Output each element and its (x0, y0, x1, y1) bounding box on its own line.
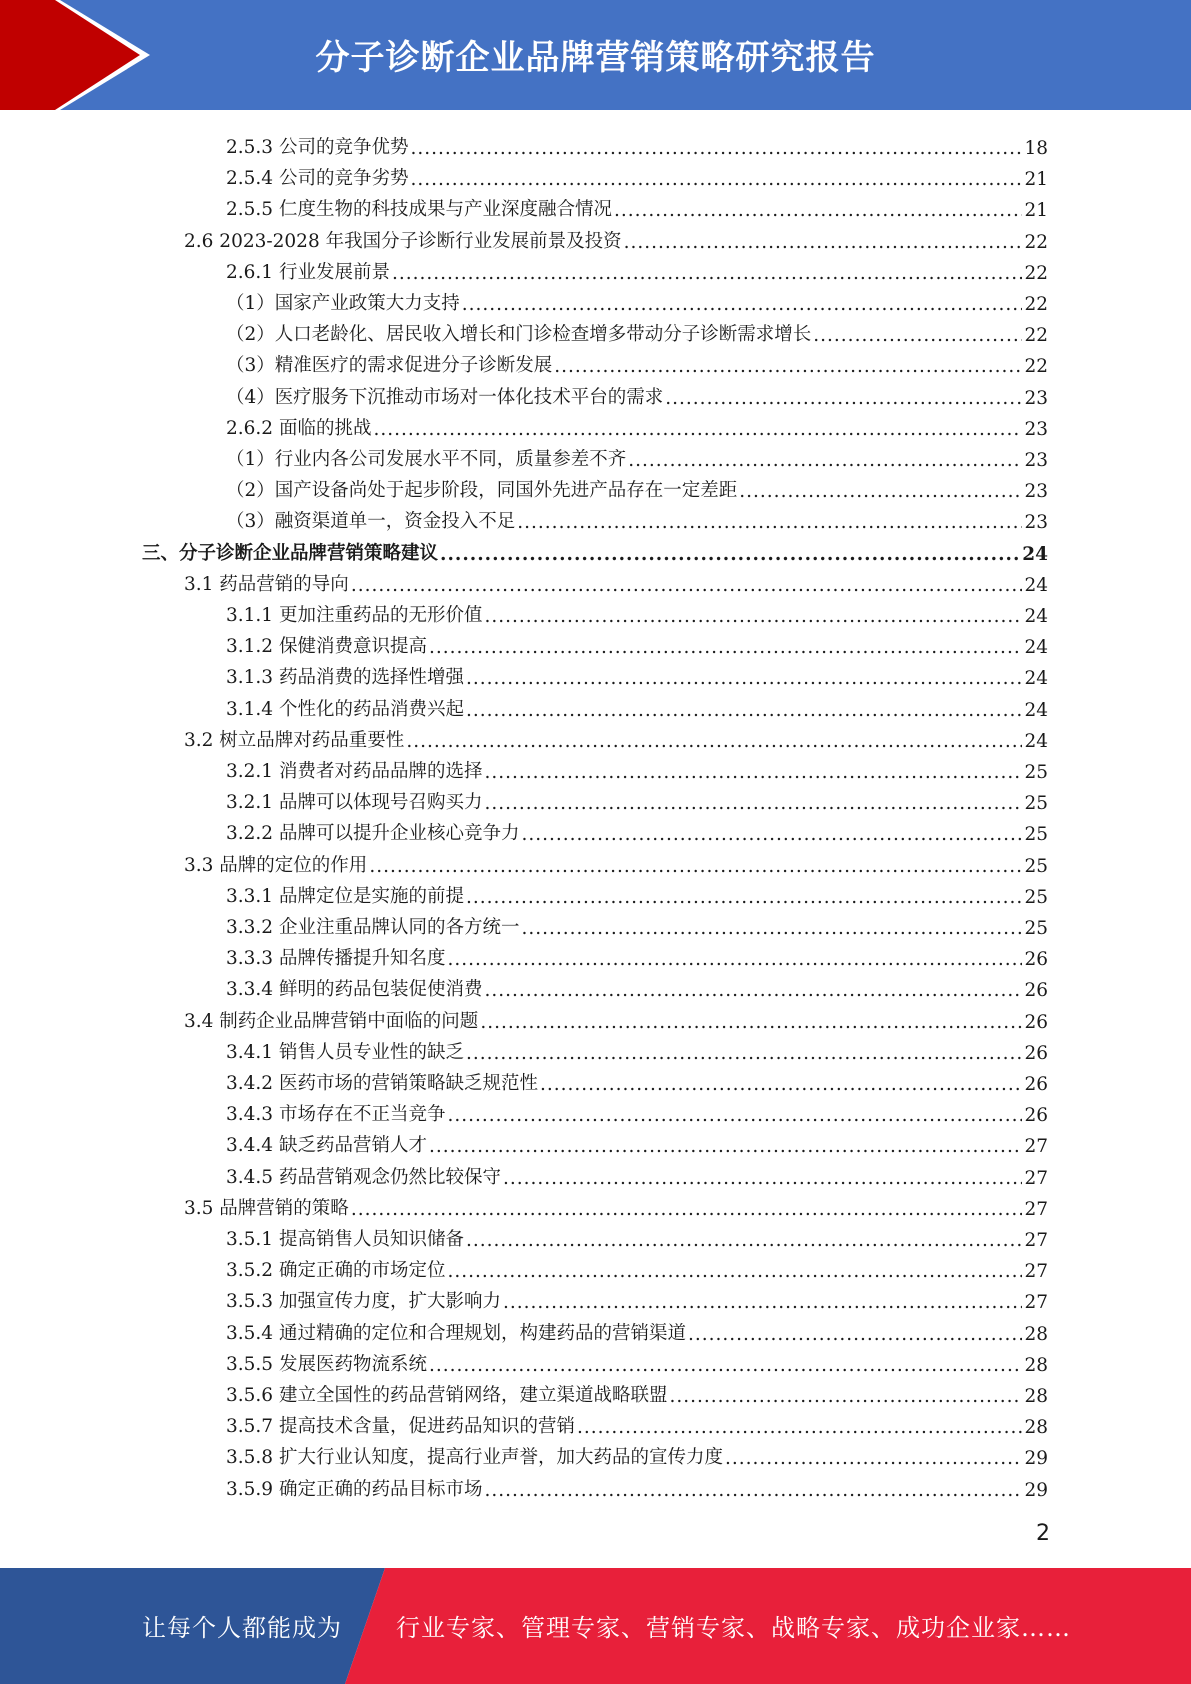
toc-entry-page: 28 (1024, 1417, 1048, 1438)
toc-leader-dots (447, 949, 1022, 970)
toc-entry[interactable] (226, 1033, 1048, 1064)
toc-entry-title: 3.5.1 提高销售人员知识储备 (226, 1229, 464, 1250)
toc-entry-title: 3.1.3 药品消费的选择性增强 (226, 667, 464, 688)
toc-leader-dots (447, 1261, 1022, 1282)
toc-entry-title: （1）国家产业政策大力支持 (226, 293, 460, 314)
toc-entry[interactable] (226, 596, 1048, 627)
toc-entry[interactable] (226, 1251, 1048, 1282)
toc-leader-dots (813, 325, 1022, 346)
toc-leader-dots (688, 1324, 1022, 1345)
page-title: 分子诊断企业品牌营销策略研究报告 (315, 38, 876, 78)
toc-leader-dots (725, 1448, 1022, 1469)
toc-entry[interactable] (142, 534, 1048, 565)
toc-entry-page: 23 (1024, 388, 1048, 409)
toc-entry-page: 29 (1024, 1448, 1048, 1469)
toc-entry-title: 3.4.2 医药市场的营销策略缺乏规范性 (226, 1073, 538, 1094)
toc-entry-page: 29 (1024, 1480, 1048, 1501)
toc-leader-dots (503, 1168, 1022, 1189)
toc-leader-dots (521, 918, 1022, 939)
toc-entry[interactable] (184, 846, 1048, 877)
toc-entry-page: 18 (1024, 138, 1048, 159)
toc-leader-dots (466, 1043, 1022, 1064)
page-number: 2 (1036, 1521, 1050, 1546)
footer-slogan-right: 行业专家、管理专家、营销专家、战略专家、成功企业家…… (396, 1614, 1071, 1642)
toc-entry-title: （3）精准医疗的需求促进分子诊断发展 (226, 355, 553, 376)
toc-entry-page: 25 (1024, 824, 1048, 845)
page-header (0, 0, 1191, 110)
toc-entry[interactable] (184, 1002, 1048, 1033)
toc-entry[interactable] (226, 502, 1048, 533)
toc-leader-dots (429, 1355, 1022, 1376)
toc-entry-page: 26 (1024, 949, 1048, 970)
toc-leader-dots (466, 887, 1022, 908)
toc-entry-title: 3.3.3 品牌传播提升知名度 (226, 948, 446, 969)
toc-entry-title: 3.5.6 建立全国性的药品营销网络，建立渠道战略联盟 (226, 1385, 668, 1406)
toc-entry-page: 27 (1024, 1199, 1048, 1220)
toc-entry[interactable] (226, 471, 1048, 502)
toc-entry[interactable] (226, 253, 1048, 284)
toc-entry-title: （1）行业内各公司发展水平不同，质量参差不齐 (226, 449, 627, 470)
toc-entry[interactable] (226, 658, 1048, 689)
toc-entry-title: 3.5.2 确定正确的市场定位 (226, 1260, 446, 1281)
toc-entry-title: 2.6 2023-2028 年我国分子诊断行业发展前景及投资 (184, 231, 622, 252)
toc-leader-dots (462, 294, 1023, 315)
toc-leader-dots (392, 263, 1022, 284)
footer-slogan-left: 让每个人都能成为 (142, 1614, 342, 1642)
toc-entry-page: 27 (1024, 1292, 1048, 1313)
toc-entry-page: 22 (1024, 232, 1048, 253)
toc-entry[interactable] (226, 378, 1048, 409)
toc-entry-title: 3.4.5 药品营销观念仍然比较保守 (226, 1167, 501, 1188)
toc-entry-title: 3.4 制药企业品牌营销中面临的问题 (184, 1011, 479, 1032)
toc-leader-dots (373, 419, 1022, 440)
toc-entry[interactable] (226, 1314, 1048, 1345)
toc-entry-title: 3.3.2 企业注重品牌认同的各方统一 (226, 917, 520, 938)
toc-leader-dots (577, 1417, 1022, 1438)
toc-leader-dots (369, 856, 1022, 877)
toc-entry-title: 3.2 树立品牌对药品重要性 (184, 730, 405, 751)
toc-entry[interactable] (226, 1282, 1048, 1313)
toc-leader-dots (447, 1105, 1022, 1126)
toc-entry[interactable] (184, 222, 1048, 253)
toc-entry[interactable] (184, 565, 1048, 596)
toc-entry[interactable] (184, 721, 1048, 752)
toc-entry-page: 26 (1024, 980, 1048, 1001)
toc-entry[interactable] (226, 690, 1048, 721)
toc-leader-dots (440, 544, 1020, 565)
toc-entry-page: 25 (1024, 793, 1048, 814)
toc-entry-title: 3.2.1 品牌可以体现号召购买力 (226, 792, 483, 813)
toc-entry[interactable] (226, 1345, 1048, 1376)
toc-leader-dots (484, 762, 1022, 783)
toc-leader-dots (410, 138, 1022, 159)
toc-leader-dots (351, 575, 1023, 596)
toc-entry-page: 24 (1024, 668, 1048, 689)
toc-entry-page: 25 (1024, 887, 1048, 908)
toc-leader-dots (429, 1136, 1022, 1157)
toc-entry[interactable] (226, 783, 1048, 814)
toc-entry-page: 27 (1024, 1261, 1048, 1282)
toc-entry-page: 24 (1024, 637, 1048, 658)
toc-entry-page: 25 (1024, 856, 1048, 877)
toc-leader-dots (739, 481, 1022, 502)
toc-leader-dots (554, 356, 1022, 377)
toc-entry[interactable] (226, 1095, 1048, 1126)
toc-leader-dots (410, 169, 1022, 190)
toc-entry[interactable] (226, 440, 1048, 471)
toc-entry-title: （4）医疗服务下沉推动市场对一体化技术平台的需求 (226, 387, 664, 408)
toc-entry[interactable] (226, 1126, 1048, 1157)
toc-leader-dots (665, 388, 1022, 409)
toc-entry-title: 3.5.8 扩大行业认知度，提高行业声誉，加大药品的宣传力度 (226, 1447, 723, 1468)
toc-entry-page: 28 (1024, 1386, 1048, 1407)
toc-entry-title: 3.1.4 个性化的药品消费兴起 (226, 699, 464, 720)
toc-entry-title: 3.5.3 加强宣传力度，扩大影响力 (226, 1291, 501, 1312)
toc-entry[interactable] (226, 627, 1048, 658)
toc-entry-page: 27 (1024, 1230, 1048, 1251)
toc-entry[interactable] (226, 159, 1048, 190)
toc-entry-title: 3.5 品牌营销的策略 (184, 1198, 349, 1219)
toc-entry[interactable] (226, 128, 1048, 159)
toc-entry-page: 27 (1024, 1136, 1048, 1157)
toc-entry[interactable] (226, 1470, 1048, 1501)
toc-entry-title: 3.1.2 保健消费意识提高 (226, 636, 427, 657)
toc-entry-title: 3.3 品牌的定位的作用 (184, 855, 368, 876)
toc-entry-page: 22 (1024, 356, 1048, 377)
toc-entry[interactable] (226, 1220, 1048, 1251)
toc-entry-page: 23 (1024, 481, 1048, 502)
toc-entry[interactable] (226, 315, 1048, 346)
toc-leader-dots (614, 200, 1022, 221)
toc-entry-title: 2.5.5 仁度生物的科技成果与产业深度融合情况 (226, 199, 612, 220)
toc-entry-title: 3.2.1 消费者对药品品牌的选择 (226, 761, 483, 782)
toc-entry[interactable] (226, 908, 1048, 939)
toc-leader-dots (624, 232, 1023, 253)
toc-entry-page: 21 (1024, 169, 1048, 190)
toc-entry[interactable] (226, 939, 1048, 970)
toc-leader-dots (484, 980, 1022, 1001)
toc-entry-page: 23 (1024, 512, 1048, 533)
toc-entry[interactable] (184, 1189, 1048, 1220)
toc-leader-dots (484, 793, 1022, 814)
toc-leader-dots (466, 668, 1022, 689)
toc-entry[interactable] (226, 752, 1048, 783)
toc-entry-page: 26 (1024, 1105, 1048, 1126)
toc-entry-page: 26 (1024, 1012, 1048, 1033)
toc-leader-dots (466, 700, 1022, 721)
toc-entry-page: 26 (1024, 1074, 1048, 1095)
toc-leader-dots (429, 637, 1022, 658)
toc-entry-page: 23 (1024, 419, 1048, 440)
toc-leader-dots (669, 1386, 1022, 1407)
toc-entry-title: 3.5.5 发展医药物流系统 (226, 1354, 427, 1375)
toc-entry-title: 3.2.2 品牌可以提升企业核心竞争力 (226, 823, 520, 844)
toc-entry-title: 3.5.4 通过精确的定位和合理规划，构建药品的营销渠道 (226, 1323, 686, 1344)
toc-entry-page: 25 (1024, 762, 1048, 783)
toc-entry[interactable] (226, 877, 1048, 908)
toc-entry-page: 22 (1024, 263, 1048, 284)
toc-entry-title: 3.4.1 销售人员专业性的缺乏 (226, 1042, 464, 1063)
toc-entry-title: 3.1.1 更加注重药品的无形价值 (226, 605, 483, 626)
toc-entry-page: 24 (1022, 544, 1048, 565)
toc-entry-page: 23 (1024, 450, 1048, 471)
toc-entry-title: 2.6.1 行业发展前景 (226, 262, 390, 283)
toc-entry[interactable] (226, 1376, 1048, 1407)
toc-entry-page: 27 (1024, 1168, 1048, 1189)
toc-leader-dots (466, 1230, 1022, 1251)
toc-entry[interactable] (226, 1407, 1048, 1438)
toc-entry[interactable] (226, 1438, 1048, 1469)
toc-entry-page: 28 (1024, 1355, 1048, 1376)
toc-entry-title: 3.5.9 确定正确的药品目标市场 (226, 1479, 483, 1500)
toc-entry-page: 22 (1024, 294, 1048, 315)
toc-entry[interactable] (226, 190, 1048, 221)
toc-entry-page: 25 (1024, 918, 1048, 939)
toc-entry-page: 22 (1024, 325, 1048, 346)
toc-entry-page: 24 (1024, 700, 1048, 721)
toc-entry[interactable] (226, 970, 1048, 1001)
toc-leader-dots (628, 450, 1022, 471)
toc-entry-title: 3.3.1 品牌定位是实施的前提 (226, 886, 464, 907)
toc-entry-title: 2.6.2 面临的挑战 (226, 418, 372, 439)
toc-entry-title: 3.1 药品营销的导向 (184, 574, 349, 595)
toc-entry-title: 2.5.4 公司的竞争劣势 (226, 168, 409, 189)
toc-entry-title: 3.4.4 缺乏药品营销人才 (226, 1135, 427, 1156)
toc-leader-dots (484, 1480, 1022, 1501)
toc-entry[interactable] (226, 1064, 1048, 1095)
toc-entry[interactable] (226, 814, 1048, 845)
toc-entry-page: 24 (1024, 731, 1048, 752)
toc-entry-title: （2）人口老龄化、居民收入增长和门诊检查增多带动分子诊断需求增长 (226, 324, 812, 345)
toc-entry[interactable] (226, 1158, 1048, 1189)
toc-entry[interactable] (226, 409, 1048, 440)
toc-entry-title: 3.5.7 提高技术含量，促进药品知识的营销 (226, 1416, 575, 1437)
toc-entry-page: 26 (1024, 1043, 1048, 1064)
toc-entry-title: （2）国产设备尚处于起步阶段，同国外先进产品存在一定差距 (226, 480, 738, 501)
toc-entry-title: 3.4.3 市场存在不正当竞争 (226, 1104, 446, 1125)
toc-entry-page: 24 (1024, 575, 1048, 596)
toc-entry-title: （3）融资渠道单一，资金投入不足 (226, 511, 516, 532)
page-footer (0, 1568, 1191, 1684)
toc-entry-title: 三、分子诊断企业品牌营销策略建议 (142, 543, 439, 564)
toc-leader-dots (540, 1074, 1022, 1095)
toc-entry[interactable] (226, 346, 1048, 377)
toc-leader-dots (517, 512, 1022, 533)
toc-entry-page: 28 (1024, 1324, 1048, 1345)
toc-entry-page: 24 (1024, 606, 1048, 627)
toc-leader-dots (480, 1012, 1022, 1033)
toc-leader-dots (406, 731, 1022, 752)
toc-leader-dots (503, 1292, 1022, 1313)
toc-entry-title: 3.3.4 鲜明的药品包装促使消费 (226, 979, 483, 1000)
toc-leader-dots (484, 606, 1022, 627)
toc-entry-title: 2.5.3 公司的竞争优势 (226, 137, 409, 158)
toc-entry-page: 21 (1024, 200, 1048, 221)
toc-leader-dots (351, 1199, 1023, 1220)
toc-leader-dots (521, 824, 1022, 845)
toc-entry[interactable] (226, 284, 1048, 315)
